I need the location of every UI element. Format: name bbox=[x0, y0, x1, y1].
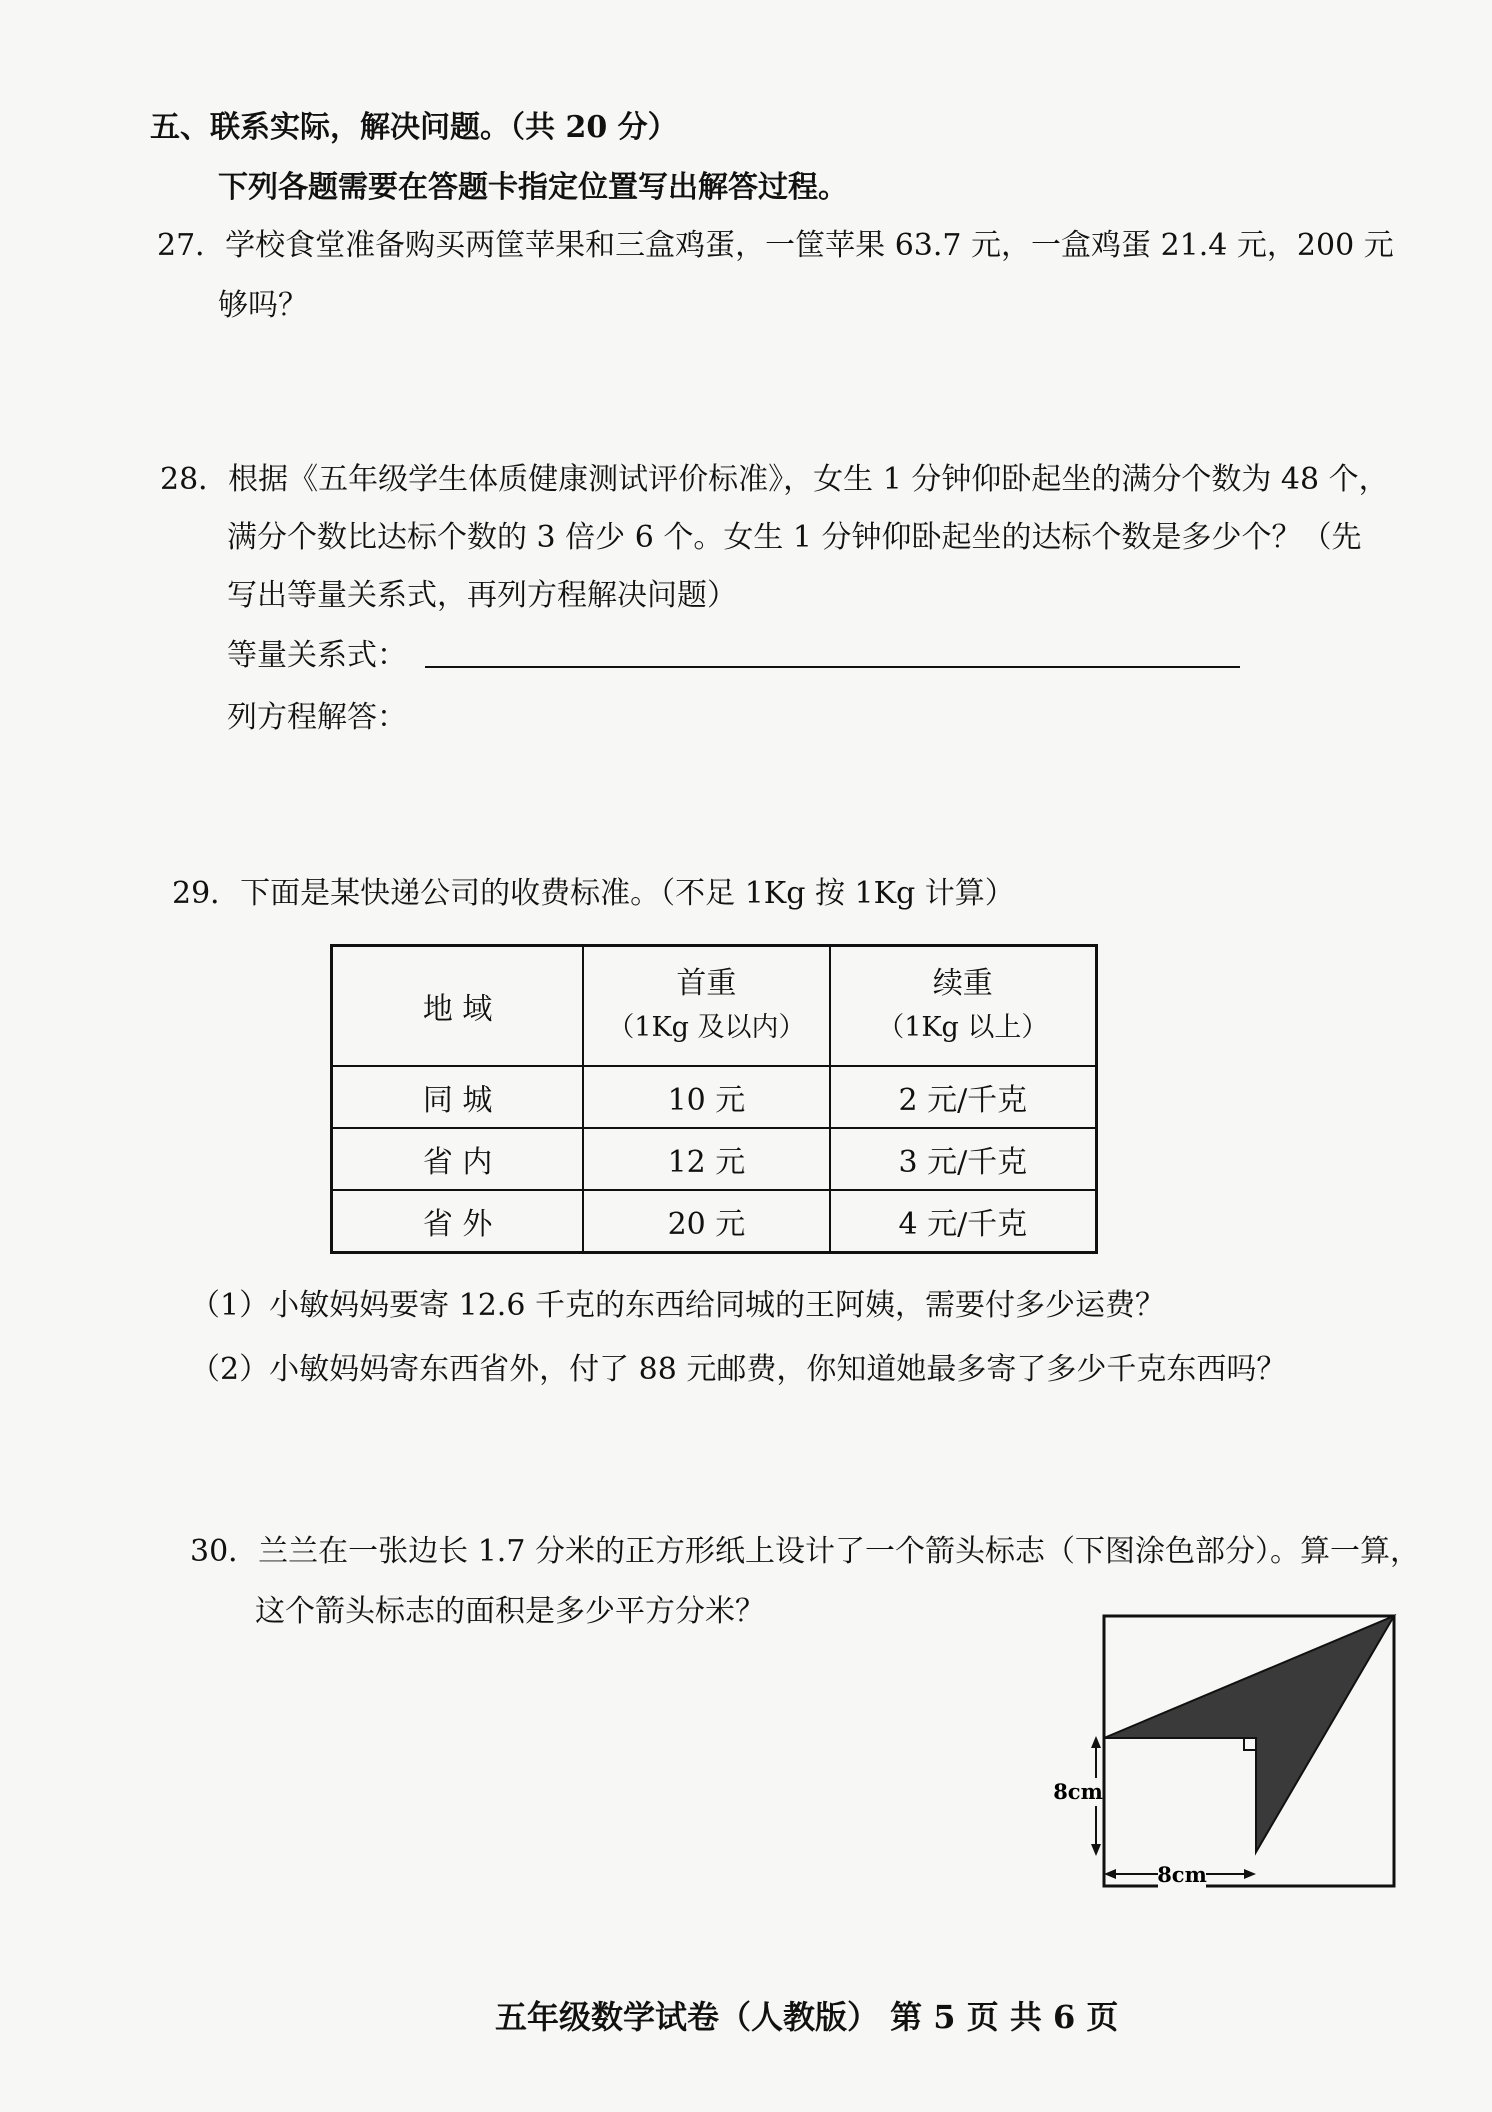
cell-extra: 3 元/千克 bbox=[830, 1128, 1097, 1190]
table-row bbox=[332, 1190, 1097, 1253]
arrow-left-head bbox=[1104, 1869, 1116, 1879]
horizontal-dimension-label: 8cm bbox=[1157, 1862, 1207, 1887]
fee-table-header bbox=[332, 946, 1097, 1066]
vertical-dimension-label: 8cm bbox=[1053, 1779, 1103, 1804]
cell-first: 12 元 bbox=[583, 1128, 829, 1190]
table-row bbox=[332, 1066, 1097, 1128]
page-footer: 五年级数学试卷（人教版） 第 5 页 共 6 页 bbox=[495, 1998, 1119, 2036]
cell-first: 10 元 bbox=[583, 1066, 829, 1128]
right-angle-mark bbox=[1244, 1738, 1256, 1750]
q29-intro: 29．下面是某快递公司的收费标准。（不足 1Kg 按 1Kg 计算） bbox=[172, 876, 1015, 911]
cell-region: 同 城 bbox=[332, 1066, 584, 1128]
q28-line3: 写出等量关系式，再列方程解决问题） bbox=[227, 578, 737, 613]
arrow-up-head bbox=[1091, 1736, 1101, 1748]
arrow-shape bbox=[1104, 1616, 1394, 1852]
header-first-weight-note: （1Kg 及以内） bbox=[607, 1011, 806, 1043]
header-region: 地 域 bbox=[332, 946, 584, 1066]
header-extra-weight-note: （1Kg 以上） bbox=[877, 1011, 1049, 1043]
cell-region: 省 外 bbox=[332, 1190, 584, 1253]
q28-line2: 满分个数比达标个数的 3 倍少 6 个。女生 1 分钟仰卧起坐的达标个数是多少个？（先 bbox=[227, 520, 1362, 555]
table-row bbox=[332, 1128, 1097, 1190]
arrow-right-head bbox=[1244, 1869, 1256, 1879]
header-first-weight bbox=[583, 946, 829, 1066]
section-title: 五、联系实际，解决问题。（共 20 分） bbox=[150, 110, 678, 145]
cell-extra: 4 元/千克 bbox=[830, 1190, 1097, 1253]
arrow-figure bbox=[1040, 1600, 1420, 1900]
cell-extra: 2 元/千克 bbox=[830, 1066, 1097, 1128]
fee-table bbox=[330, 944, 1098, 1254]
q27-line1: 27．学校食堂准备购买两筐苹果和三盒鸡蛋，一筐苹果 63.7 元，一盒鸡蛋 21.4 元，200 元 bbox=[157, 228, 1394, 263]
cell-first: 20 元 bbox=[583, 1190, 829, 1253]
header-extra-weight-label: 续重 bbox=[932, 965, 993, 1001]
q28-line1: 28．根据《五年级学生体质健康测试评价标准》，女生 1 分钟仰卧起坐的满分个数为 48 个， bbox=[160, 462, 1389, 497]
q28-equation-label: 列方程解答： bbox=[227, 700, 407, 735]
header-first-weight-label: 首重 bbox=[676, 965, 737, 1001]
relation-answer-line bbox=[425, 666, 1240, 668]
arrow-down-head bbox=[1091, 1844, 1101, 1856]
section-instruction: 下列各题需要在答题卡指定位置写出解答过程。 bbox=[218, 170, 848, 205]
cell-region: 省 内 bbox=[332, 1128, 584, 1190]
header-extra-weight bbox=[830, 946, 1097, 1066]
q30-line2: 这个箭头标志的面积是多少平方分米？ bbox=[255, 1594, 765, 1629]
q29-sub1: （1）小敏妈妈要寄 12.6 千克的东西给同城的王阿姨，需要付多少运费？ bbox=[190, 1288, 1165, 1323]
q29-sub2: （2）小敏妈妈寄东西省外，付了 88 元邮费，你知道她最多寄了多少千克东西吗？ bbox=[190, 1352, 1287, 1387]
q27-line2: 够吗？ bbox=[218, 288, 308, 323]
q30-line1: 30．兰兰在一张边长 1.7 分米的正方形纸上设计了一个箭头标志（下图涂色部分）。算一算， bbox=[190, 1534, 1420, 1569]
q28-relation-label: 等量关系式： bbox=[227, 638, 407, 673]
